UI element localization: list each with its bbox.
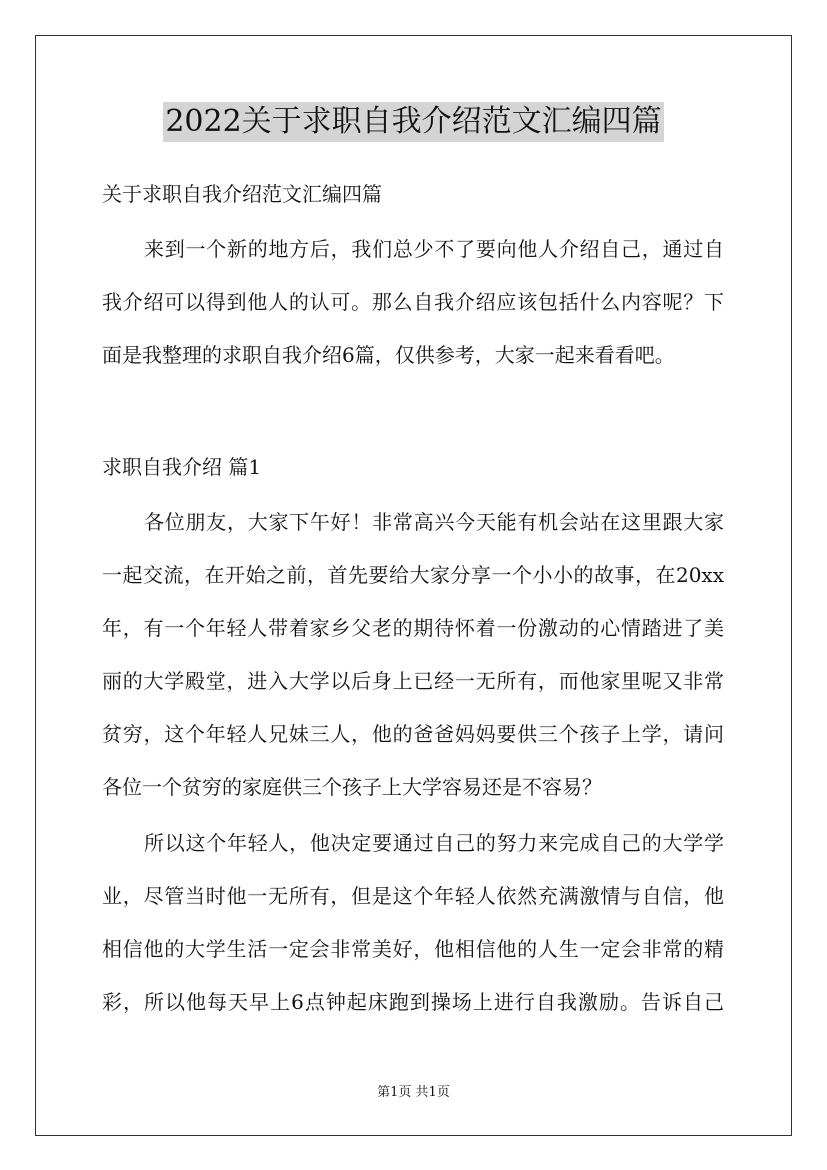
page-footer: 第1页 共1页 bbox=[377, 1085, 450, 1100]
paragraph-line: 相信他的大学生活一定会非常美好，他相信他的人生一定会非常的精 bbox=[102, 937, 724, 961]
paragraph-line: 所以这个年轻人，他决定要通过自己的努力来完成自己的大学学 bbox=[144, 831, 724, 855]
intro-line: 面是我整理的求职自我介绍6篇，仅供参考，大家一起来看看吧。 bbox=[102, 343, 675, 367]
paragraph-line: 一起交流，在开始之前，首先要给大家分享一个小小的故事，在20xx bbox=[102, 563, 724, 587]
section-heading: 求职自我介绍 篇1 bbox=[102, 455, 262, 479]
paragraph-line: 业，尽管当时他一无所有，但是这个年轻人依然充满激情与自信，他 bbox=[102, 884, 724, 908]
paragraph-line: 各位朋友，大家下午好！非常高兴今天能有机会站在这里跟大家 bbox=[144, 510, 724, 534]
subtitle: 关于求职自我介绍范文汇编四篇 bbox=[102, 182, 382, 206]
paragraph-line: 贫穷，这个年轻人兄妹三人，他的爸爸妈妈要供三个孩子上学，请问 bbox=[102, 722, 724, 746]
title-container bbox=[0, 102, 827, 142]
paragraph-line: 彩，所以他每天早上6点钟起床跑到操场上进行自我激励。告诉自己 bbox=[102, 990, 724, 1014]
document-title: 2022关于求职自我介绍范文汇编四篇 bbox=[163, 102, 663, 142]
paragraph-line: 各位一个贫穷的家庭供三个孩子上大学容易还是不容易？ bbox=[102, 775, 602, 799]
paragraph-line: 丽的大学殿堂，进入大学以后身上已经一无所有，而他家里呢又非常 bbox=[102, 669, 724, 693]
paragraph-line: 年，有一个年轻人带着家乡父老的期待怀着一份激动的心情踏进了美 bbox=[102, 616, 724, 640]
intro-line: 来到一个新的地方后，我们总少不了要向他人介绍自己，通过自 bbox=[144, 237, 724, 261]
intro-line: 我介绍可以得到他人的认可。那么自我介绍应该包括什么内容呢？下 bbox=[102, 290, 724, 314]
